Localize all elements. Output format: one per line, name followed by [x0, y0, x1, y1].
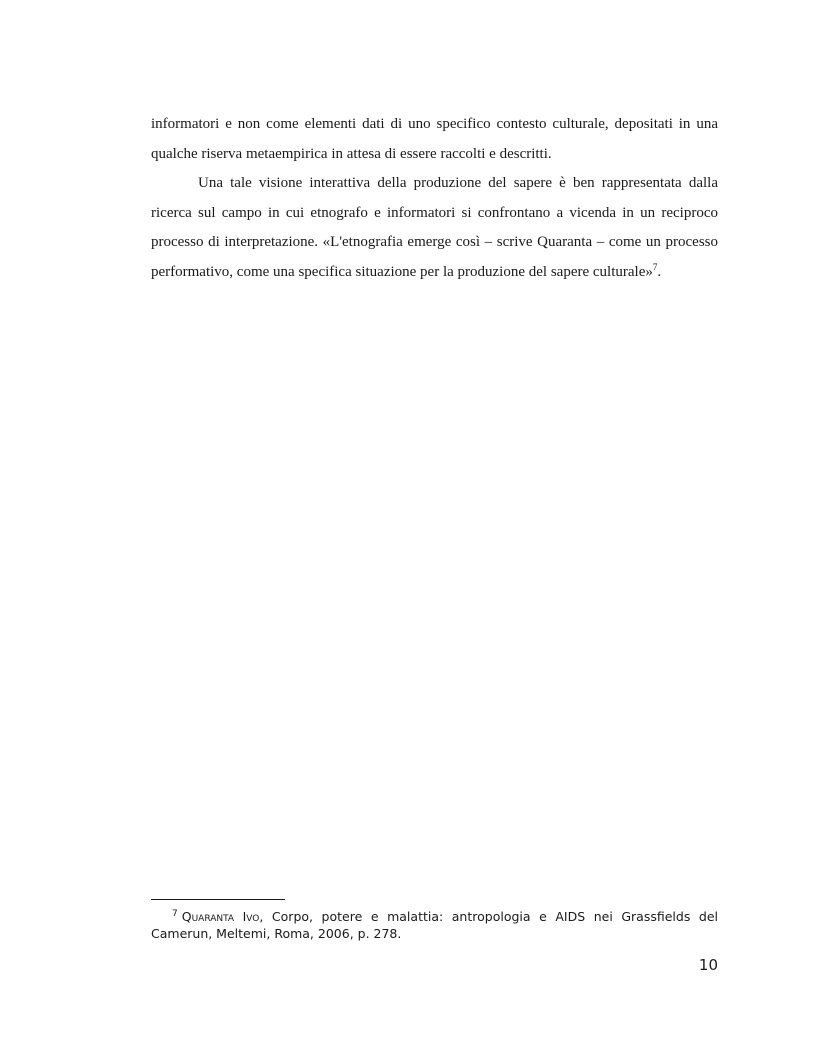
footnote-reference[interactable]: 7 [652, 261, 658, 272]
footnote-text: , Corpo, potere e malattia: antropologia e AIDS nei Grassfields del Camerun, Meltemi, Roma, 2006, p. 278. [151, 909, 719, 941]
footnote-author: Quaranta Ivo [181, 909, 260, 924]
footnote-number: 7 [172, 908, 178, 919]
page-number: 10 [698, 956, 718, 974]
footnote [151, 908, 718, 942]
paragraph-end: . [657, 263, 662, 280]
main-text [151, 110, 718, 287]
footnote-separator [151, 899, 285, 900]
paragraph-text: Una tale visione interattiva della produzione del sapere è ben rappresentata dalla ricerca sul campo in cui etnografo e informatori si confrontano a vicenda in un reciproco processo di interpretazione. «L'etnografia emerge così – scrive Quaranta – come un processo performativo, come una specifica situazione per la produzione del sapere culturale» [151, 175, 718, 280]
paragraph-continuation: informatori e non come elementi dati di uno specifico contesto culturale, depositati in una qualche riserva metaempirica in attesa di essere raccolti e descritti. [151, 116, 718, 162]
paragraph [151, 169, 718, 287]
